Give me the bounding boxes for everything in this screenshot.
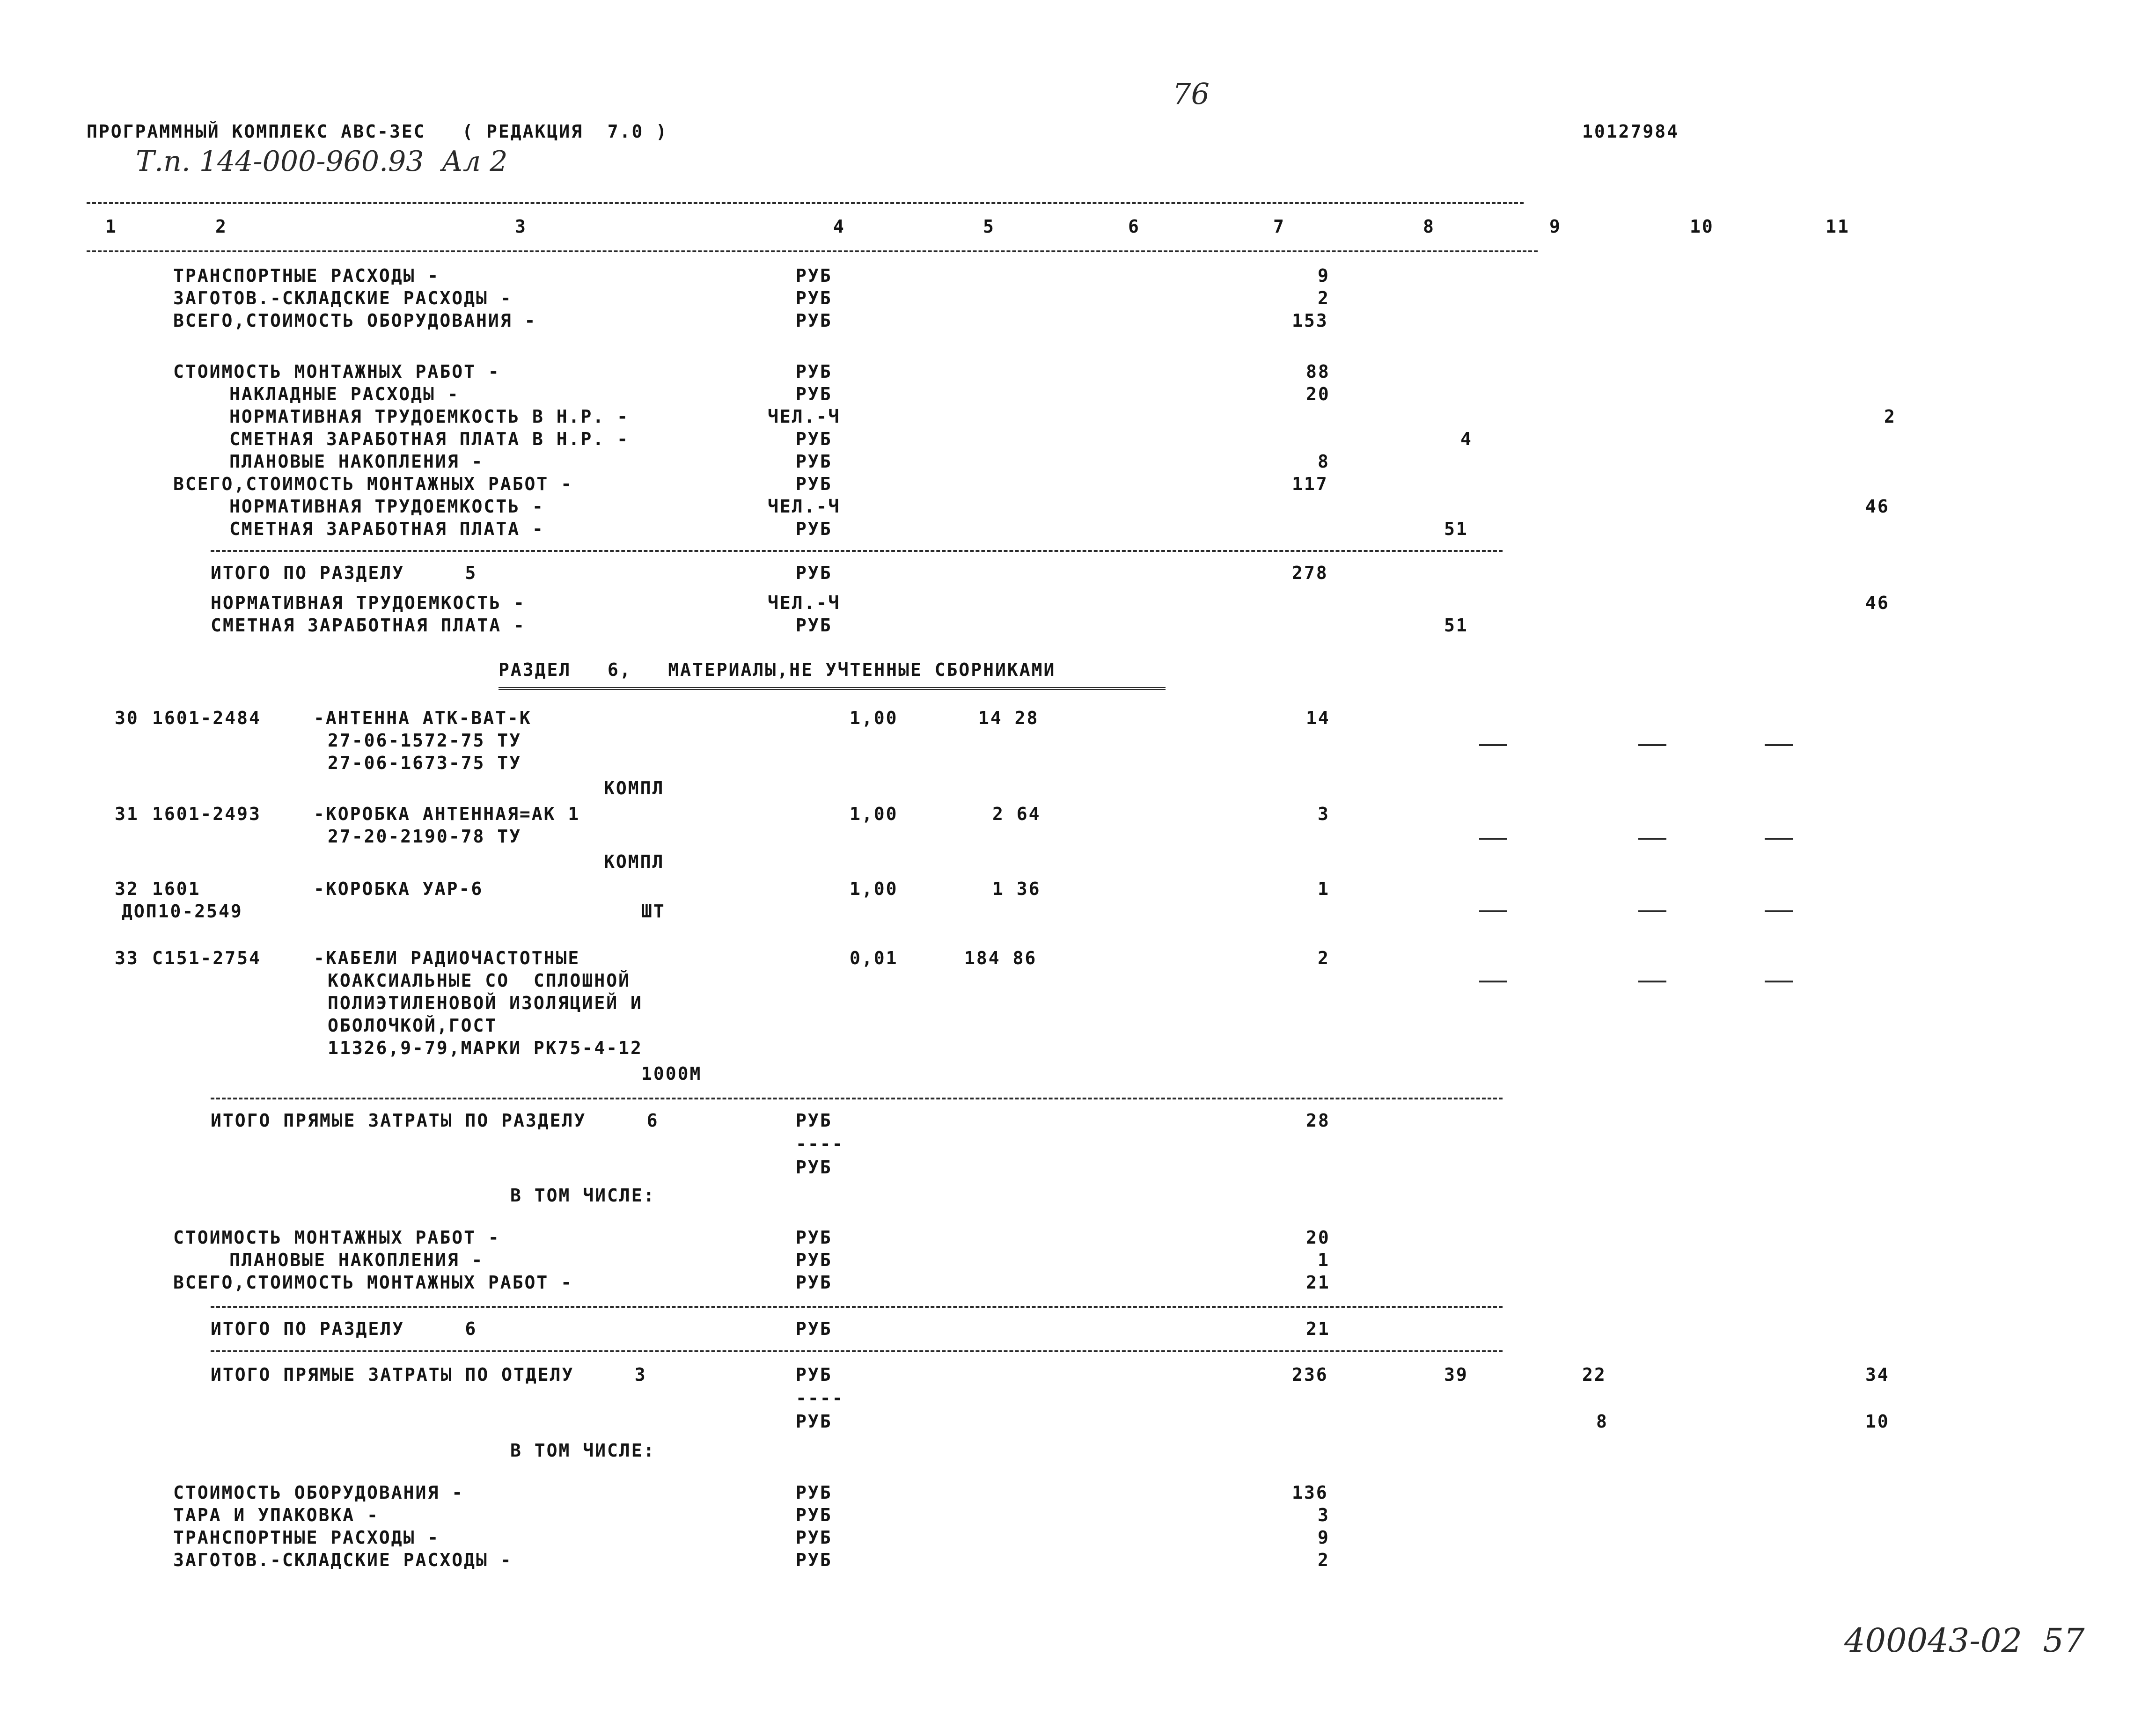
item-33-num: 33 — [115, 948, 139, 968]
s6-planned-unit: РУБ — [796, 1250, 832, 1270]
s5-itogo-wage-unit: РУБ — [796, 615, 832, 636]
item-32-num: 32 — [115, 879, 139, 899]
s5-wage-unit: РУБ — [796, 519, 832, 539]
col-10: 10 — [1690, 216, 1714, 237]
s5-itogo-labor-label: НОРМАТИВНАЯ ТРУДОЕМКОСТЬ - — [211, 593, 526, 613]
s5-itogo-wage-label: СМЕТНАЯ ЗАРАБОТНАЯ ПЛАТА - — [211, 615, 526, 636]
item-30-spec-1: 27-06-1572-75 ТУ — [328, 730, 522, 751]
s6-incl-label: В ТОМ ЧИСЛЕ: — [510, 1185, 656, 1206]
dept-direct-unit-2: РУБ — [796, 1411, 832, 1432]
document-code: 10127984 — [1582, 121, 1679, 142]
item-33-spec-3: ОБОЛОЧКОЙ,ГОСТ — [328, 1015, 498, 1036]
dept-tara-unit: РУБ — [796, 1505, 832, 1525]
s6-planned-value: 1 — [1318, 1250, 1330, 1270]
s6-itogo-value: 21 — [1306, 1318, 1330, 1339]
item-33-col7: 2 — [1318, 948, 1330, 968]
dept-equipment-value: 136 — [1292, 1482, 1328, 1503]
item-33-price: 184 86 — [964, 948, 1037, 968]
dept-incl-label: В ТОМ ЧИСЛЕ: — [510, 1440, 656, 1461]
col-2: 2 — [215, 216, 227, 237]
item-33-name: -КАБЕЛИ РАДИОЧАСТОТНЫЕ — [314, 948, 580, 968]
item-32-code: 1601 — [152, 879, 201, 899]
item-33-code: С151-2754 — [152, 948, 261, 968]
empty-cell-dash — [1479, 744, 1507, 746]
s6-direct-rule — [211, 1098, 1503, 1099]
item-33-spec-2: ПОЛИЭТИЛЕНОВОЙ ИЗОЛЯЦИЕЙ И — [328, 993, 643, 1013]
item-32-code2: ДОП10-2549 — [122, 901, 243, 922]
item-30-price: 14 28 — [978, 708, 1039, 728]
s5-itogo-labor-unit: ЧЕЛ.-Ч — [768, 593, 841, 613]
col-11: 11 — [1826, 216, 1850, 237]
col-3: 3 — [515, 216, 527, 237]
item-32-price: 1 36 — [992, 879, 1041, 899]
item-30-name: -АНТЕННА АТК-ВАТ-К — [314, 708, 532, 728]
s6-itogo-unit: РУБ — [796, 1318, 832, 1339]
dept-direct-col8: 39 — [1444, 1364, 1468, 1385]
s5-wage-label: СМЕТНАЯ ЗАРАБОТНАЯ ПЛАТА - — [229, 519, 544, 539]
s6-direct-dash: ---- — [796, 1134, 844, 1154]
s5-itogo-labor-value: 46 — [1865, 593, 1890, 613]
col-5: 5 — [983, 216, 995, 237]
handwritten-footer-ref: 400043-02 57 — [1844, 1621, 2085, 1660]
s5-norm-labor-nr-value: 2 — [1884, 406, 1896, 427]
empty-cell-dash — [1765, 838, 1793, 840]
s6-direct-unit-2: РУБ — [796, 1157, 832, 1178]
item-30-col7: 14 — [1306, 708, 1330, 728]
s5-norm-labor-value: 46 — [1865, 496, 1890, 517]
col-6: 6 — [1128, 216, 1140, 237]
dept-transport-unit: РУБ — [796, 1527, 832, 1548]
header-rule-top — [87, 202, 1524, 204]
s6-mont-unit: РУБ — [796, 1227, 832, 1248]
empty-cell-dash — [1638, 910, 1666, 912]
s5-overhead-value: 20 — [1306, 384, 1330, 404]
s5-zagot-unit: РУБ — [796, 288, 832, 308]
header-rule-bottom — [87, 250, 1538, 252]
s5-itogo-rule — [211, 550, 1503, 552]
empty-cell-dash — [1765, 981, 1793, 982]
dept-equipment-label: СТОИМОСТЬ ОБОРУДОВАНИЯ - — [173, 1482, 464, 1503]
col-9: 9 — [1549, 216, 1562, 237]
dept-direct-col11: 34 — [1865, 1364, 1890, 1385]
empty-cell-dash — [1479, 838, 1507, 840]
item-30-code: 1601-2484 — [152, 708, 261, 728]
s5-total-equipment-label: ВСЕГО,СТОИМОСТЬ ОБОРУДОВАНИЯ - — [173, 310, 537, 331]
dept-direct-col9: 22 — [1582, 1364, 1606, 1385]
s5-planned-label: ПЛАНОВЫЕ НАКОПЛЕНИЯ - — [229, 451, 484, 472]
s6-mont-value: 20 — [1306, 1227, 1330, 1248]
dept-transport-value: 9 — [1318, 1527, 1330, 1548]
dept-zagot-unit: РУБ — [796, 1550, 832, 1570]
item-33-spec-4: 11326,9-79,МАРКИ РК75-4-12 — [328, 1038, 643, 1058]
s5-total-mont-value: 117 — [1292, 474, 1328, 494]
s6-itogo-rule — [211, 1306, 1503, 1308]
s6-total-mont-label: ВСЕГО,СТОИМОСТЬ МОНТАЖНЫХ РАБОТ - — [173, 1272, 573, 1293]
s5-norm-labor-unit: ЧЕЛ.-Ч — [768, 496, 841, 517]
empty-cell-dash — [1638, 838, 1666, 840]
s5-itogo-unit: РУБ — [796, 563, 832, 583]
section6-title: РАЗДЕЛ 6, МАТЕРИАЛЫ,НЕ УЧТЕННЫЕ СБОРНИКАМИ — [499, 659, 1056, 680]
item-33-qty: 0,01 — [850, 948, 898, 968]
s5-total-equipment-unit: РУБ — [796, 310, 832, 331]
dept-direct-rule — [211, 1350, 1503, 1352]
s6-planned-label: ПЛАНОВЫЕ НАКОПЛЕНИЯ - — [229, 1250, 484, 1270]
s6-total-mont-unit: РУБ — [796, 1272, 832, 1293]
s5-norm-labor-label: НОРМАТИВНАЯ ТРУДОЕМКОСТЬ - — [229, 496, 544, 517]
s5-transport-label: ТРАНСПОРТНЫЕ РАСХОДЫ - — [173, 265, 440, 286]
s5-planned-value: 8 — [1318, 451, 1330, 472]
empty-cell-dash — [1479, 981, 1507, 982]
dept-direct-dash: ---- — [796, 1388, 844, 1408]
item-32-unit: ШТ — [641, 901, 666, 922]
s5-transport-unit: РУБ — [796, 265, 832, 286]
dept-tara-label: ТАРА И УПАКОВКА - — [173, 1505, 379, 1525]
s5-wage-nr-label: СМЕТНАЯ ЗАРАБОТНАЯ ПЛАТА В Н.Р. - — [229, 429, 629, 449]
s5-mont-label: СТОИМОСТЬ МОНТАЖНЫХ РАБОТ - — [173, 361, 500, 382]
col-7: 7 — [1273, 216, 1285, 237]
s6-total-mont-value: 21 — [1306, 1272, 1330, 1293]
s6-itogo-label: ИТОГО ПО РАЗДЕЛУ 6 — [211, 1318, 477, 1339]
s5-zagot-label: ЗАГОТОВ.-СКЛАДСКИЕ РАСХОДЫ - — [173, 288, 513, 308]
dept-direct-label: ИТОГО ПРЯМЫЕ ЗАТРАТЫ ПО ОТДЕЛУ 3 — [211, 1364, 647, 1385]
s5-total-mont-unit: РУБ — [796, 474, 832, 494]
item-30-num: 30 — [115, 708, 139, 728]
handwritten-page-number: 76 — [1173, 77, 1210, 111]
empty-cell-dash — [1638, 981, 1666, 982]
s5-norm-labor-nr-unit: ЧЕЛ.-Ч — [768, 406, 841, 427]
dept-direct-col9b: 8 — [1596, 1411, 1608, 1432]
s5-planned-unit: РУБ — [796, 451, 832, 472]
item-31-col7: 3 — [1318, 804, 1330, 824]
section6-title-underline — [499, 687, 1166, 690]
dept-direct-col7: 236 — [1292, 1364, 1328, 1385]
program-header: ПРОГРАММНЫЙ КОМПЛЕКС АВС-3ЕС ( РЕДАКЦИЯ 7.0 ) — [87, 121, 668, 142]
s5-mont-unit: РУБ — [796, 361, 832, 382]
s5-zagot-value: 2 — [1318, 288, 1330, 308]
s5-norm-labor-nr-label: НОРМАТИВНАЯ ТРУДОЕМКОСТЬ В Н.Р. - — [229, 406, 629, 427]
dept-direct-unit: РУБ — [796, 1364, 832, 1385]
item-33-spec-1: КОАКСИАЛЬНЫЕ СО СПЛОШНОЙ — [328, 970, 631, 991]
empty-cell-dash — [1765, 910, 1793, 912]
s5-mont-value: 88 — [1306, 361, 1330, 382]
item-30-qty: 1,00 — [850, 708, 898, 728]
item-31-unit: КОМПЛ — [604, 851, 665, 872]
item-31-spec-1: 27-20-2190-78 ТУ — [328, 826, 522, 847]
s5-itogo-wage-value: 51 — [1444, 615, 1468, 636]
dept-tara-value: 3 — [1318, 1505, 1330, 1525]
col-8: 8 — [1423, 216, 1435, 237]
s5-overhead-label: НАКЛАДНЫЕ РАСХОДЫ - — [229, 384, 460, 404]
dept-zagot-value: 2 — [1318, 1550, 1330, 1570]
s6-direct-value: 28 — [1306, 1110, 1330, 1131]
s6-direct-label: ИТОГО ПРЯМЫЕ ЗАТРАТЫ ПО РАЗДЕЛУ 6 — [211, 1110, 659, 1131]
item-31-qty: 1,00 — [850, 804, 898, 824]
dept-equipment-unit: РУБ — [796, 1482, 832, 1503]
s5-itogo-value: 278 — [1292, 563, 1328, 583]
s5-total-equipment-value: 153 — [1292, 310, 1328, 331]
s5-transport-value: 9 — [1318, 265, 1330, 286]
item-32-col7: 1 — [1318, 879, 1330, 899]
item-32-name: -КОРОБКА УАР-6 — [314, 879, 484, 899]
empty-cell-dash — [1765, 744, 1793, 746]
empty-cell-dash — [1638, 744, 1666, 746]
s5-total-mont-label: ВСЕГО,СТОИМОСТЬ МОНТАЖНЫХ РАБОТ - — [173, 474, 573, 494]
item-31-code: 1601-2493 — [152, 804, 261, 824]
item-32-qty: 1,00 — [850, 879, 898, 899]
s5-itogo-label: ИТОГО ПО РАЗДЕЛУ 5 — [211, 563, 477, 583]
dept-zagot-label: ЗАГОТОВ.-СКЛАДСКИЕ РАСХОДЫ - — [173, 1550, 513, 1570]
dept-direct-col11b: 10 — [1865, 1411, 1890, 1432]
item-31-price: 2 64 — [992, 804, 1041, 824]
col-1: 1 — [105, 216, 117, 237]
s5-wage-nr-value: 4 — [1460, 429, 1473, 449]
dept-transport-label: ТРАНСПОРТНЫЕ РАСХОДЫ - — [173, 1527, 440, 1548]
s5-wage-nr-unit: РУБ — [796, 429, 832, 449]
item-31-num: 31 — [115, 804, 139, 824]
item-30-spec-2: 27-06-1673-75 ТУ — [328, 753, 522, 773]
col-4: 4 — [833, 216, 845, 237]
s5-overhead-unit: РУБ — [796, 384, 832, 404]
item-33-unit: 1000М — [641, 1063, 702, 1084]
handwritten-doc-ref: Т.п. 144-000-960.93 Ал 2 — [136, 145, 508, 178]
s5-wage-value: 51 — [1444, 519, 1468, 539]
item-30-unit: КОМПЛ — [604, 778, 665, 798]
empty-cell-dash — [1479, 910, 1507, 912]
item-31-name: -КОРОБКА АНТЕННАЯ=АК 1 — [314, 804, 580, 824]
s6-direct-unit: РУБ — [796, 1110, 832, 1131]
s6-mont-label: СТОИМОСТЬ МОНТАЖНЫХ РАБОТ - — [173, 1227, 500, 1248]
